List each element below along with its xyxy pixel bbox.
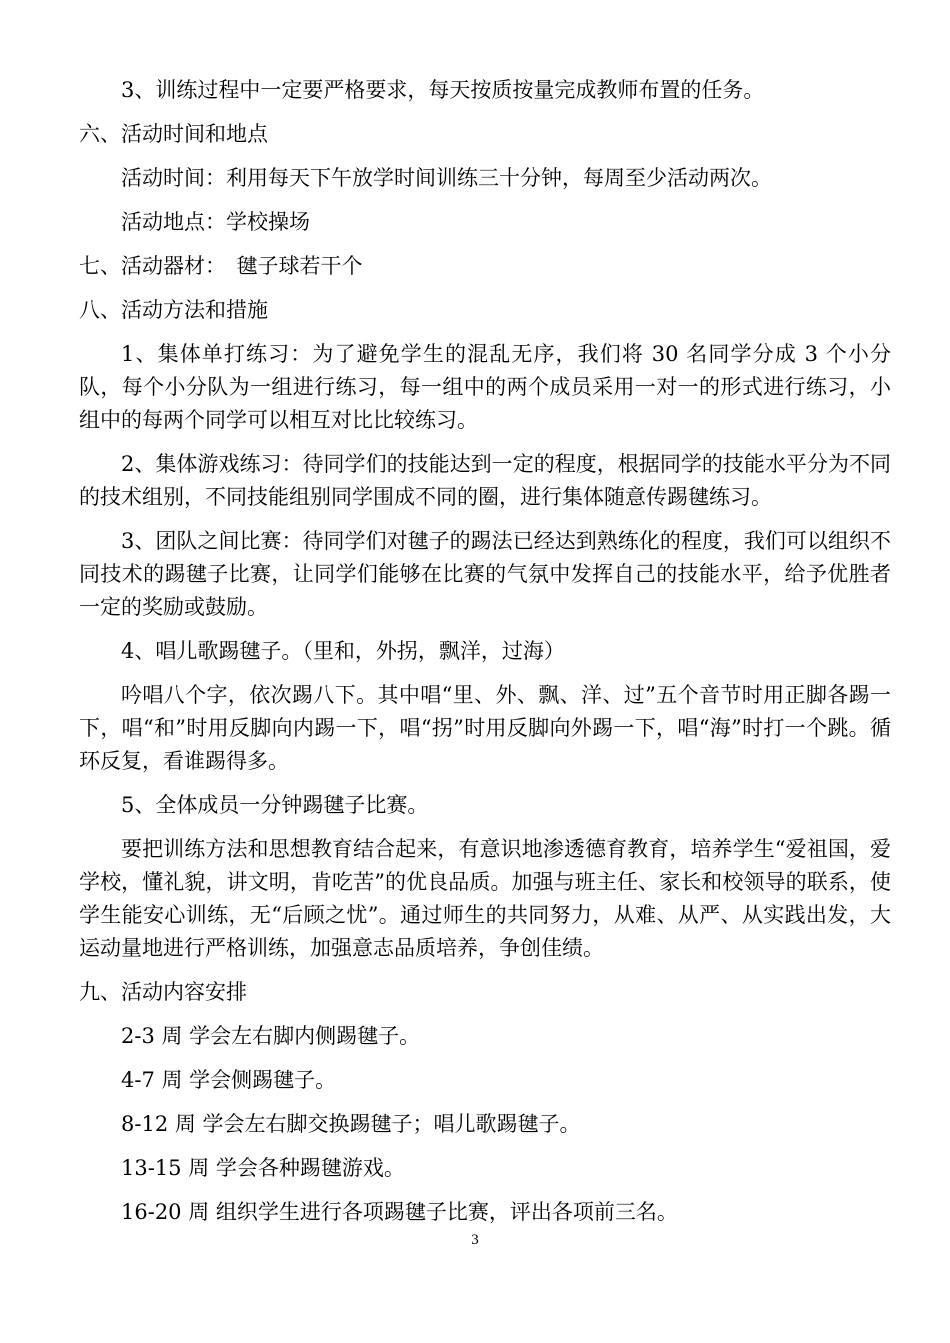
schedule-item: 8-12 周 学会左右脚交换踢毽子；唱儿歌踢毽子。: [121, 1112, 581, 1136]
schedule-item: 4-7 周 学会侧踢毽子。: [121, 1068, 337, 1092]
section-heading: 六、活动时间和地点: [79, 122, 268, 146]
paragraph: 3、团队之间比赛：待同学们对毽子的踢法已经达到熟练化的程度，我们可以组织不同技术的踢毽子比赛，让同学们能够在比赛的气氛中发挥自己的技能水平，给予优胜者一定的奖励或鼓励。: [79, 529, 891, 619]
schedule-item: 13-15 周 学会各种踢毽游戏。: [121, 1156, 405, 1180]
paragraph: 5、全体成员一分钟踢毽子比赛。: [121, 793, 429, 817]
section-heading: 七、活动器材： 毽子球若干个: [79, 254, 363, 278]
paragraph: 吟唱八个字，依次踢八下。其中唱“里、外、飘、洋、过”五个音节时用正脚各踢一下，唱“和”时用反脚向内踢一下，唱“拐”时用反脚向外踢一下，唱“海”时打一个跳。循环反复，看谁踢得多。: [79, 683, 891, 773]
paragraph: 2、集体游戏练习：待同学们的技能达到一定的程度，根据同学的技能水平分为不同的技术组别，不同技能组别同学围成不同的圈，进行集体随意传踢毽练习。: [79, 452, 891, 509]
paragraph: 3、训练过程中一定要严格要求，每天按质按量完成教师布置的任务。: [121, 78, 765, 102]
document-body: [79, 74, 891, 1240]
section-heading: 八、活动方法和措施: [79, 298, 268, 322]
section-heading: 九、活动内容安排: [79, 980, 247, 1004]
paragraph: 要把训练方法和思想教育结合起来，有意识地渗透德育教育，培养学生“爱祖国，爱学校，懂礼貌，讲文明，肯吃苦”的优良品质。加强与班主任、家长和校领导的联系，使学生能安心训练，无“后顾之忧”。通过师生的共同努力，从难、从严、从实践出发，大运动量地进行严格训练，加强意志品质培养，争创佳绩。: [79, 837, 891, 960]
page-number: 3: [471, 1232, 479, 1248]
paragraph: 1、集体单打练习：为了避免学生的混乱无序，我们将 30 名同学分成 3 个小分队，每个小分队为一组进行练习，每一组中的两个成员采用一对一的形式进行练习，小组中的每两个同学可以相互对比比较练习。: [79, 342, 891, 432]
paragraph: 4、唱儿歌踢毽子。（里和，外拐，飘洋，过海）: [121, 639, 565, 663]
schedule-item: 16-20 周 组织学生进行各项踢毽子比赛，评出各项前三名。: [121, 1200, 678, 1224]
schedule-item: 2-3 周 学会左右脚内侧踢毽子。: [121, 1024, 421, 1048]
paragraph: 活动地点：学校操场: [121, 210, 310, 234]
paragraph: 活动时间：利用每天下午放学时间训练三十分钟，每周至少活动两次。: [121, 166, 772, 190]
